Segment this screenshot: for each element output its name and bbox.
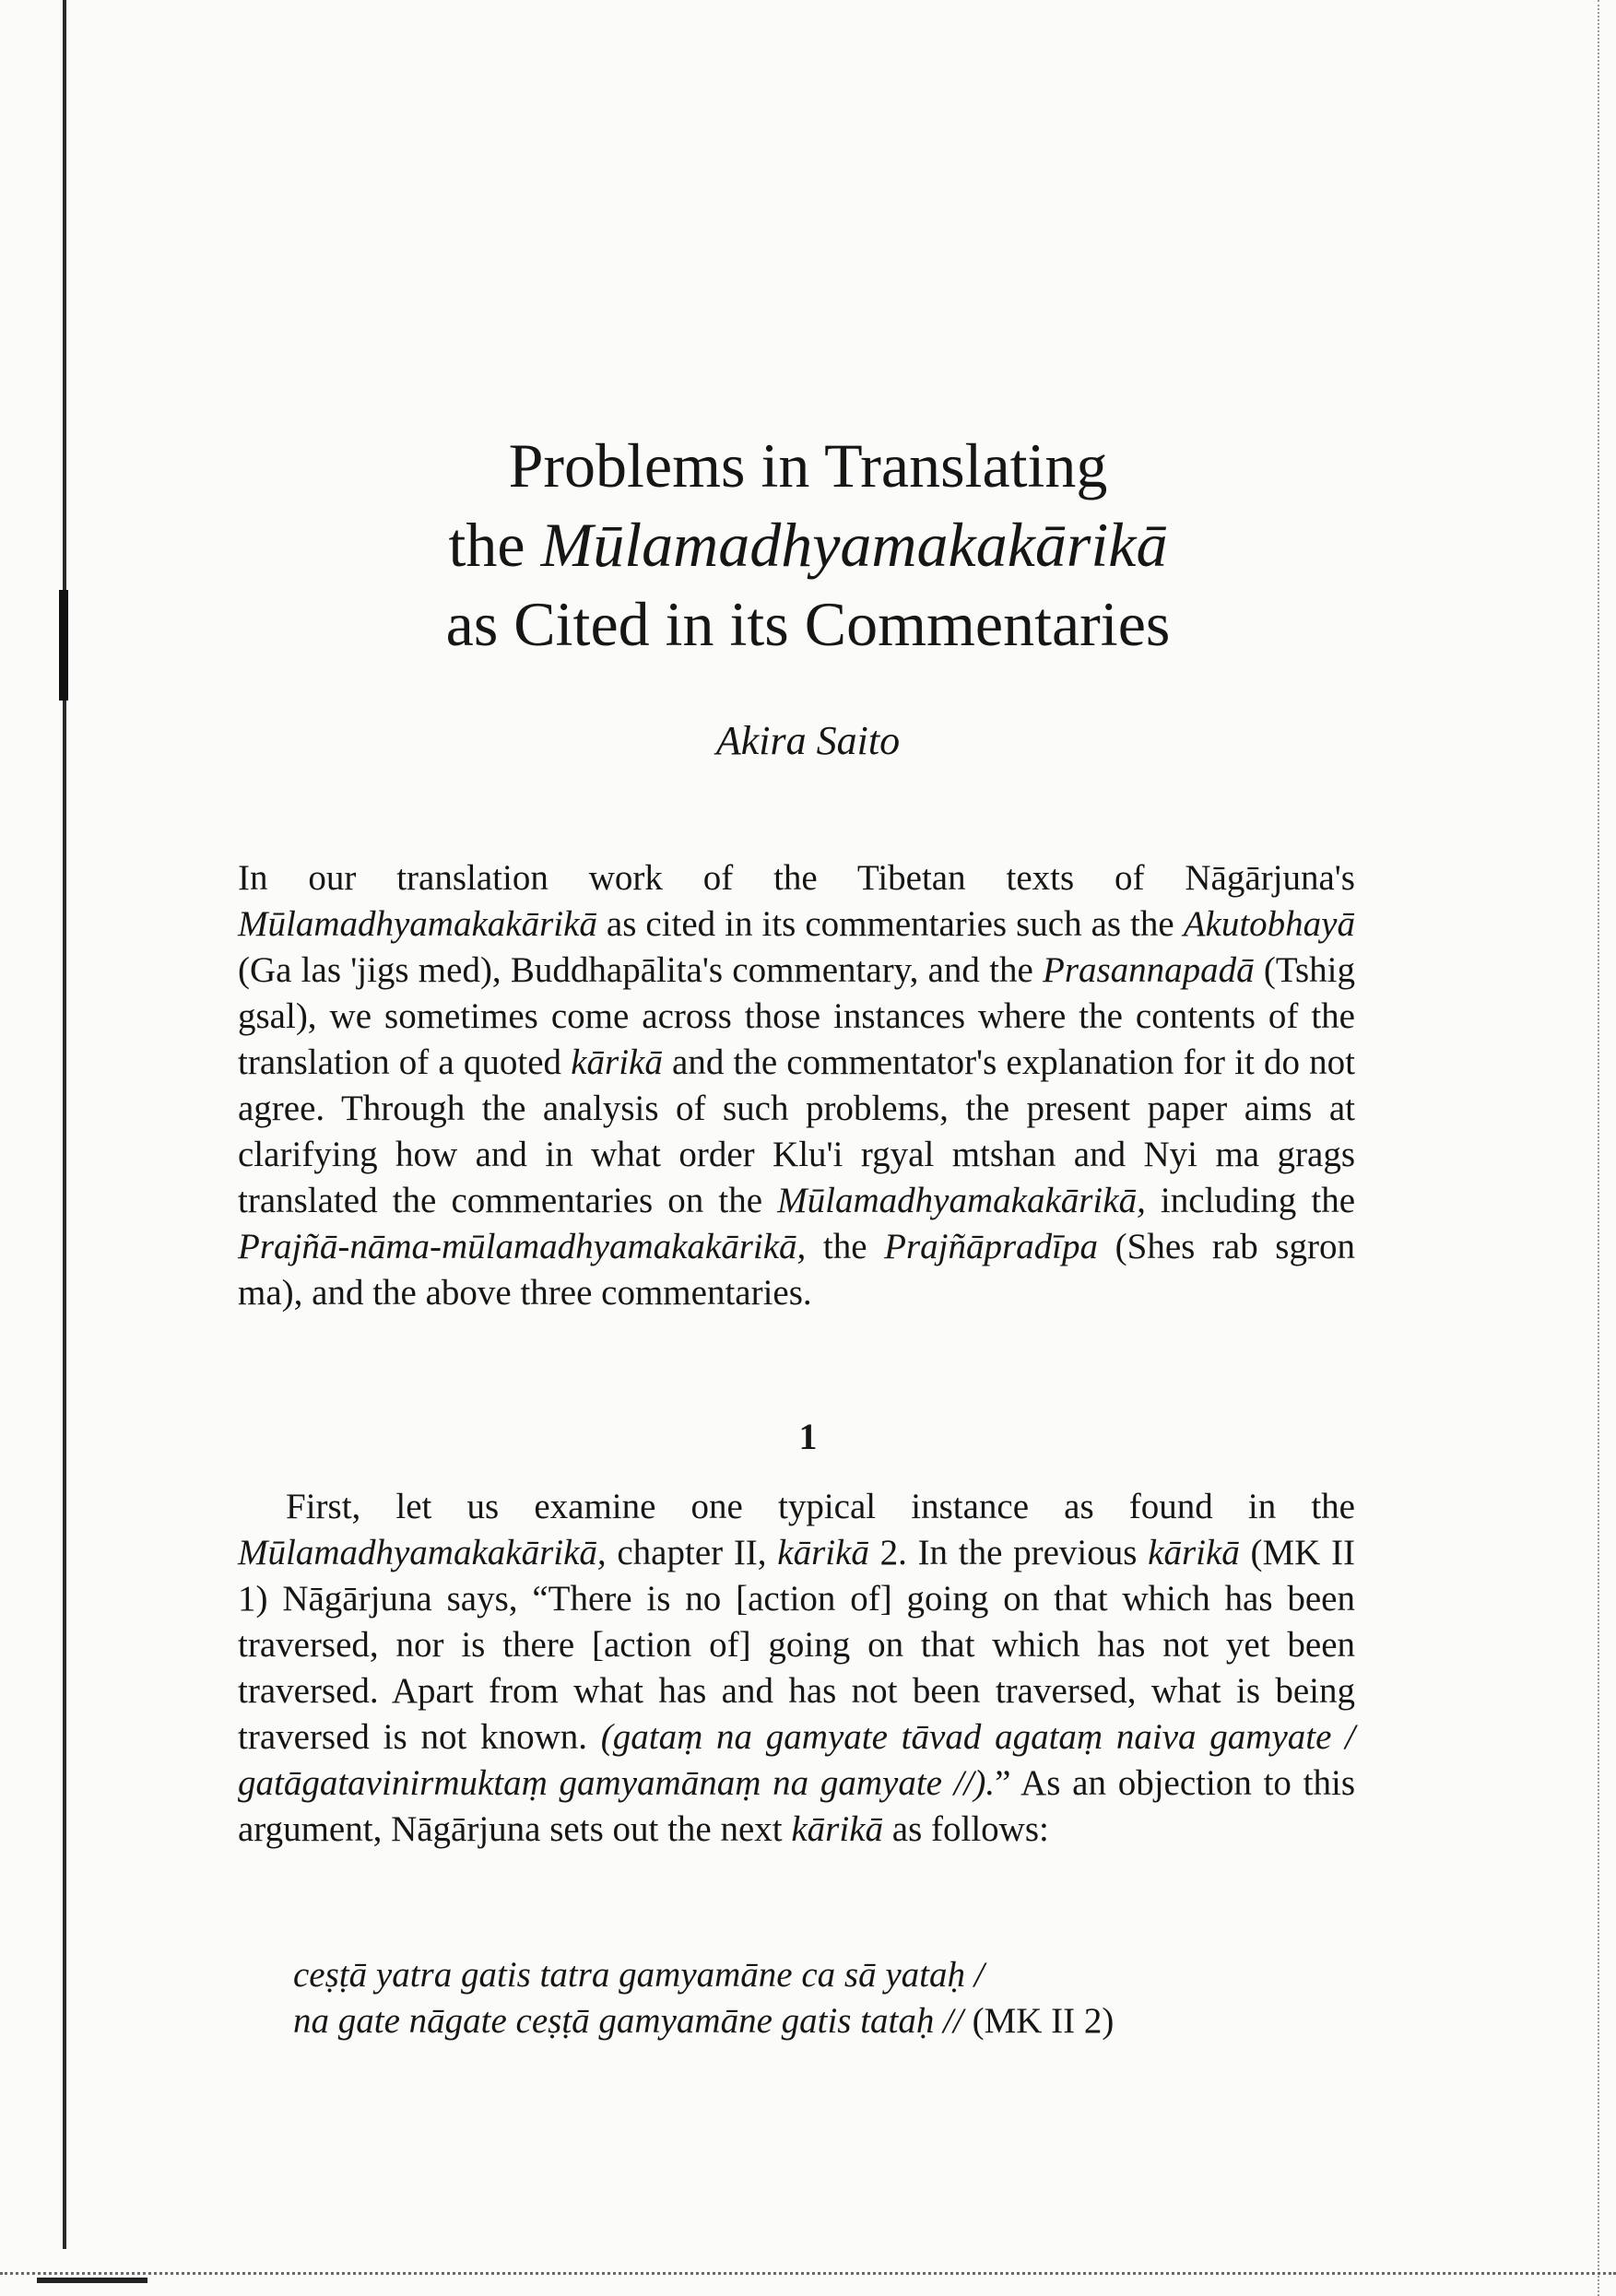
verse-line-2	[293, 1998, 1353, 2044]
abstract-text: the	[806, 1227, 885, 1266]
abstract-text: and the commentator's explanation for it do not agree. Through the analysis of such problems, the present paper aims at clarifying how and in what order Klu'i rgyal mtshan and Nyi ma grags translated the commentaries on the	[238, 1042, 1355, 1220]
paragraph-text: First, let us examine one typical instance as found in the	[286, 1487, 1355, 1526]
paragraph-text: 2. In the previous	[868, 1533, 1149, 1572]
abstract-text: In our translation work of the Tibetan texts of Nāgārjuna's	[238, 858, 1355, 898]
abstract-italic: Prajñāpradīpa	[884, 1227, 1099, 1266]
verse-quotation	[293, 1952, 1353, 2044]
paragraph-text: as follows:	[883, 1809, 1049, 1849]
author-name: Akira Saito	[715, 718, 901, 763]
paragraph-italic: kārikā	[1148, 1533, 1240, 1572]
abstract-paragraph	[238, 855, 1355, 1316]
abstract-text: (Ga las 'jigs med), Buddhapālita's commentary, and the	[238, 950, 1043, 990]
abstract-italic: Akutobhayā	[1183, 904, 1355, 944]
paper-title	[0, 426, 1616, 664]
paragraph-text: chapter II,	[606, 1533, 778, 1572]
abstract-italic: kārikā	[571, 1042, 663, 1082]
abstract-italic: Prasannapadā	[1043, 950, 1255, 990]
scan-binding-edge	[63, 0, 66, 2249]
verse-line-2-text: na gate nāgate ceṣṭā gamyamāne gatis tataḥ //	[293, 2001, 963, 2041]
abstract-text: (Tshig gsal), we sometimes come across those instances where the contents of the translation of a quoted	[238, 950, 1355, 1082]
verse-reference: (MK II 2)	[962, 2001, 1115, 2041]
paragraph-text: (MK II 1) Nāgārjuna says, “There is no [action of] going on that which has been traversed, nor is there [action of] going on that which has not yet been traversed. Apart from what has and has not been traversed, what is being traversed is not known.	[238, 1533, 1355, 1757]
abstract-text: (Shes rab sgron ma), and the above three commentaries.	[238, 1227, 1355, 1313]
abstract-italic: Mūlamadhyamakakārikā	[238, 904, 597, 944]
title-line-1: Problems in Translating	[508, 430, 1108, 500]
paragraph-italic: (gataṃ na gamyate tāvad agataṃ naiva gamyate / gatāgatavinirmuktaṃ gamyamānaṃ na gamyate //).	[238, 1717, 1355, 1803]
scan-corner-mark	[37, 2278, 147, 2283]
paragraph-italic: kārikā	[791, 1809, 884, 1849]
abstract-text: including the	[1145, 1181, 1355, 1220]
scan-bottom-edge	[0, 2272, 1616, 2278]
abstract-italic: Mūlamadhyamakakārikā,	[777, 1181, 1146, 1220]
scan-right-edge	[1598, 0, 1599, 2296]
paragraph-italic: kārikā	[777, 1533, 869, 1572]
paragraph-italic: Mūlamadhyamakakārikā,	[238, 1533, 607, 1572]
title-line-2-prefix: the	[448, 510, 541, 580]
verse-line-1	[293, 1952, 1353, 1998]
title-line-3: as Cited in its Commentaries	[445, 589, 1171, 659]
section-number: 1	[798, 1416, 818, 1457]
title-line-2-work: Mūlamadhyamakakārikā	[540, 510, 1168, 580]
abstract-text: as cited in its commentaries such as the	[596, 904, 1184, 944]
title-line-2	[0, 505, 1616, 584]
verse-line-1-text: ceṣṭā yatra gatis tatra gamyamāne ca sā yataḥ /	[293, 1955, 985, 1995]
paragraph-text: ” As an objection to this argument, Nāgārjuna sets out the next	[238, 1763, 1356, 1849]
body-paragraph-1	[238, 1484, 1355, 1853]
abstract-italic: Prajñā-nāma-mūlamadhyamakakārikā,	[238, 1227, 807, 1266]
